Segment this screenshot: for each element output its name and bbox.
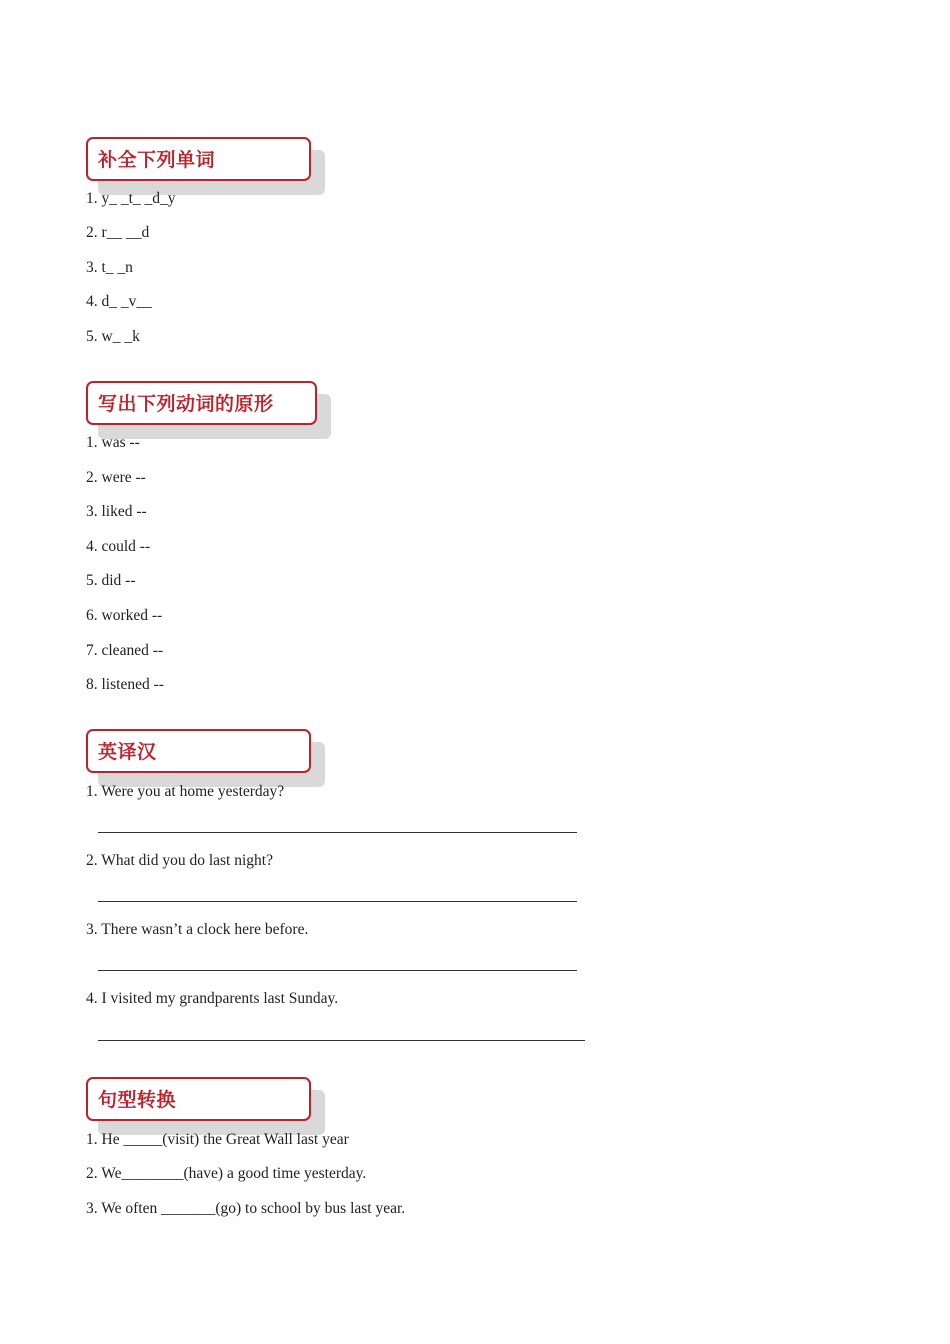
list-item: 8. listened -- [86,676,164,693]
list-item: 6. worked -- [86,607,163,624]
list-item: 7. cleaned -- [86,642,164,659]
answer-line [98,901,577,902]
list-item: 2. We________(have) a good time yesterday. [86,1165,367,1182]
list-item: 5. w_ _k [86,328,140,345]
answer-line [98,832,577,833]
section-header-fill-words [86,137,311,181]
section-title: 英译汉 [98,741,157,763]
list-item: 4. I visited my grandparents last Sunday. [86,990,339,1007]
list-item: 4. d_ _v__ [86,293,152,310]
section-title: 写出下列动词的原形 [98,393,274,415]
section-header-translate [86,729,311,773]
section-header-verb-base-form [86,381,317,425]
list-item: 1. y_ _t_ _d_y [86,190,176,207]
list-item: 3. We often _______(go) to school by bus last year. [86,1200,406,1217]
list-item: 2. What did you do last night? [86,852,273,869]
section-title: 补全下列单词 [98,149,216,171]
list-item: 2. were -- [86,469,146,486]
section-header-sentence-transform [86,1077,311,1121]
section-title: 句型转换 [98,1089,177,1111]
list-item: 1. He _____(visit) the Great Wall last year [86,1131,349,1148]
list-item: 1. was -- [86,434,140,451]
answer-line [98,970,577,971]
list-item: 1. Were you at home yesterday? [86,783,285,800]
list-item: 3. t_ _n [86,259,133,276]
list-item: 4. could -- [86,538,151,555]
list-item: 5. did -- [86,572,136,589]
list-item: 3. There wasn’t a clock here before. [86,921,309,938]
list-item: 3. liked -- [86,503,147,520]
answer-line [98,1040,585,1041]
list-item: 2. r__ __d [86,224,150,241]
